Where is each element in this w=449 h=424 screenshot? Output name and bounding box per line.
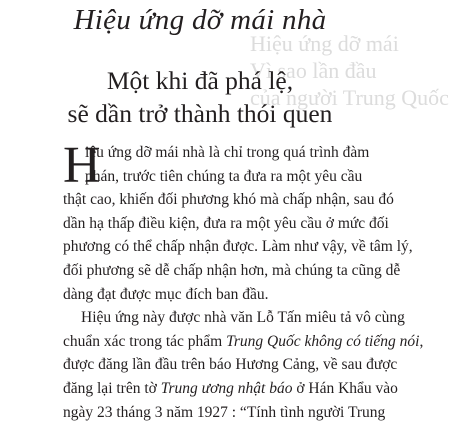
chapter-title: Hiệu ứng dỡ mái nhà (73, 4, 327, 36)
text-run: ở Hán Khẩu vào (292, 379, 398, 397)
paragraph-line: dàng đạt được mục đích ban đầu. (63, 285, 269, 303)
paragraph-line: được đăng lần đầu trên báo Hương Cảng, về sau được (63, 356, 398, 374)
paragraph-line: dần hạ thấp điều kiện, đưa ra một yêu cầu ở mức đối (63, 214, 389, 232)
paragraph-line: Hiệu ứng này được nhà văn Lỗ Tấn miêu tả vô cùng (81, 309, 405, 327)
paragraph-line (63, 377, 398, 401)
body-text (63, 137, 424, 424)
paragraph-line: thật cao, khiến đối phương khó mà chấp nhận, sau đó (63, 191, 394, 209)
paragraph-line: phán, trước tiên chúng ta đưa ra một yêu cầu (85, 167, 363, 185)
chapter-subtitle (0, 64, 400, 130)
bleed-line: Hiệu ứng dỡ mái (250, 31, 399, 56)
newspaper-title: Trung ương nhật báo (160, 379, 293, 397)
paragraph-line: phương có thể chấp nhận được. Làm như vậy, về tâm lý, (63, 238, 413, 256)
text-run: chuẩn xác trong tác phẩm (63, 332, 227, 350)
paragraph-line: iệu ứng dỡ mái nhà là chỉ trong quá trình đàm (85, 144, 370, 161)
subtitle-line: Một khi đã phá lệ, (106, 66, 294, 95)
bleed-line: Vì sao lần đầu (250, 58, 377, 83)
paragraph-line: đối phương sẽ dễ chấp nhận hơn, mà chúng ta cũng dễ (63, 261, 401, 279)
bleed-line: của người Trung Quốc (250, 85, 449, 110)
paragraph-line (63, 330, 424, 354)
book-title: Trung Quốc không có tiếng nói (226, 332, 420, 350)
text-run: , (419, 332, 424, 350)
subtitle-line: sẽ dần trở thành thói quen (67, 99, 333, 128)
text-run: đăng lại trên tờ (63, 379, 161, 397)
drop-cap: H (63, 137, 101, 194)
paragraph-line: ngày 23 tháng 3 năm 1927 : “Tính tình người Trung (63, 403, 386, 421)
